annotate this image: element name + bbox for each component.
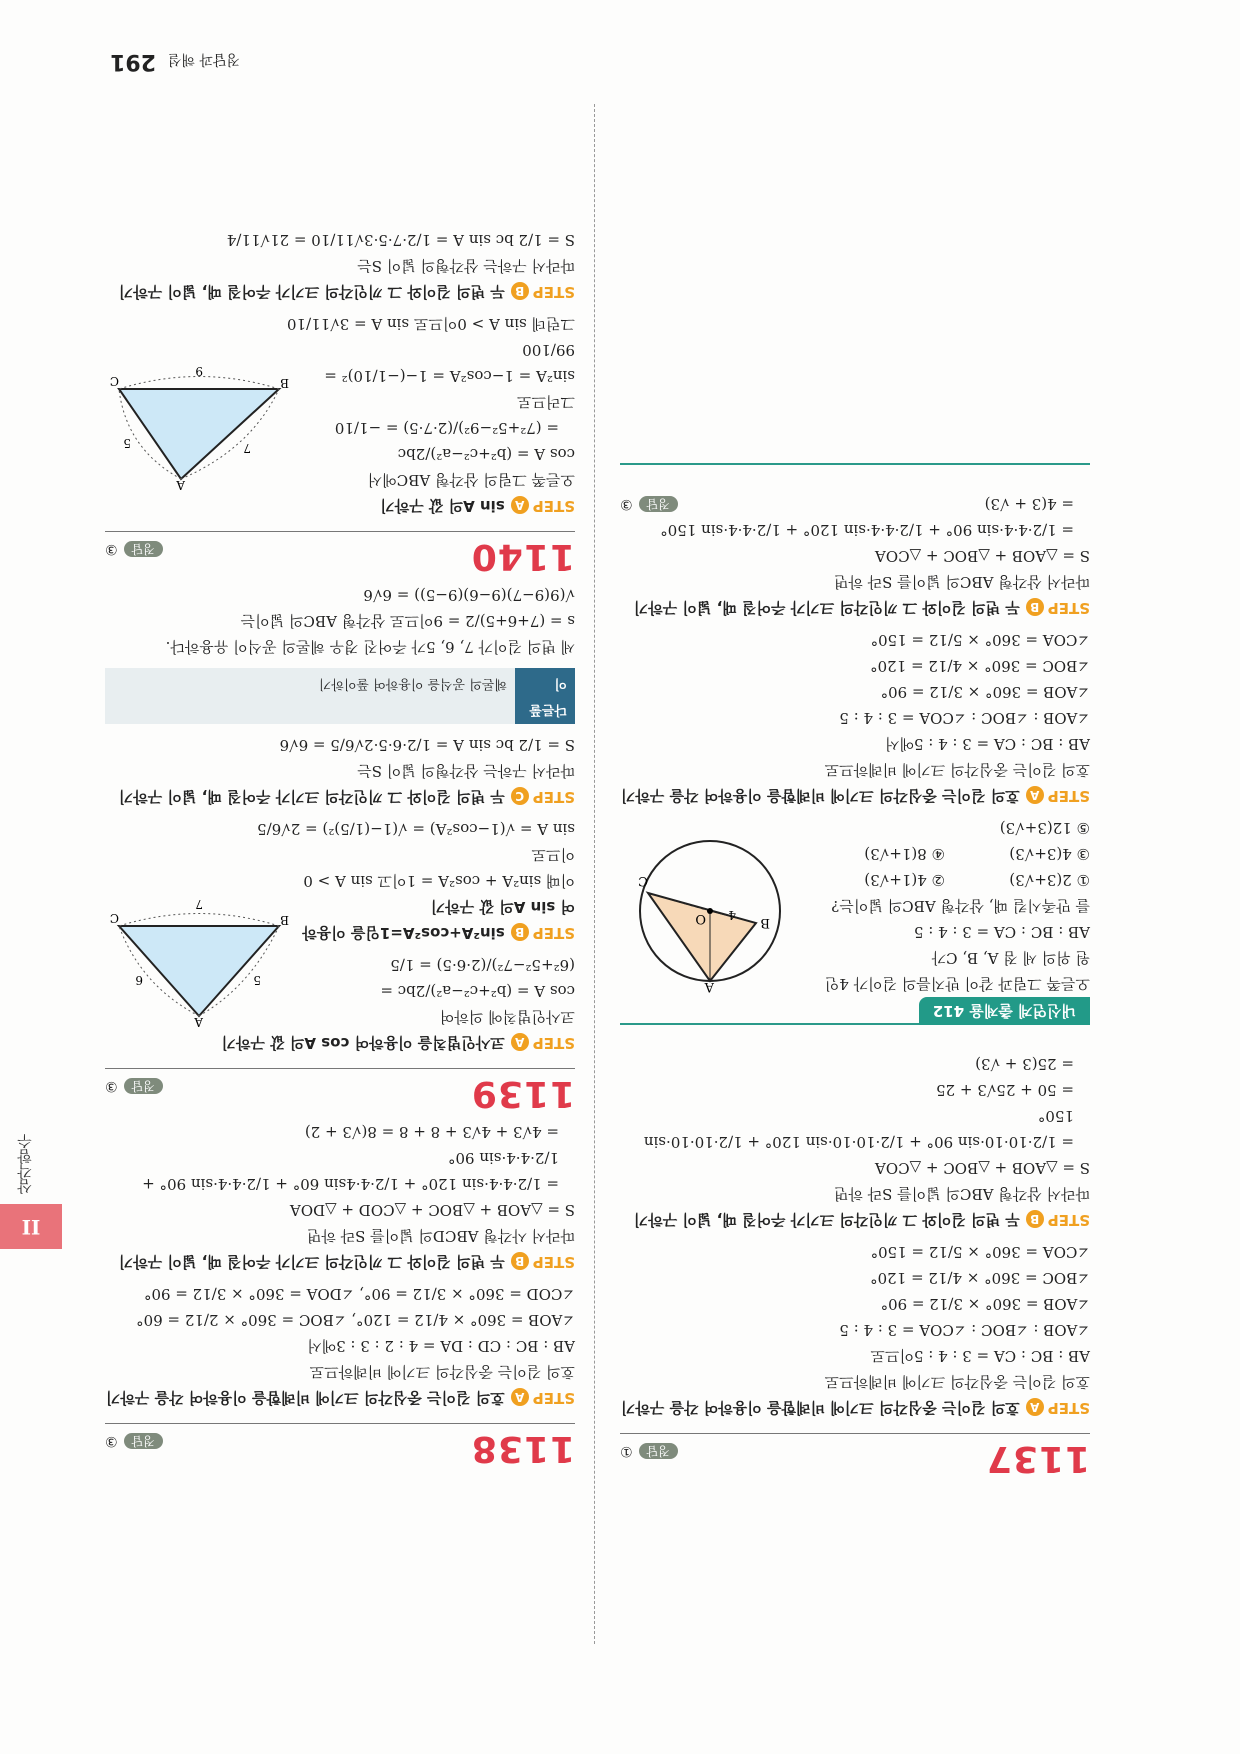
step-title: 호의 길이는 중심각의 크기에 비례함을 이용하여 각을 구하기 — [620, 787, 1020, 805]
step-title: 두 변의 길이와 그 끼인각의 크기가 주어질 때, 넓이 구하기 — [118, 1253, 505, 1271]
solution-line: 그런데 sin A > 0이므로 sin A = 3√11/10 — [286, 315, 575, 333]
choice-item: ② 4(1+√3) — [864, 871, 945, 889]
step-letter: A — [511, 496, 529, 514]
answer-label: 정답 — [124, 1433, 163, 1449]
alternative-solution-box — [105, 668, 575, 724]
step-label: STEP — [532, 283, 575, 301]
step-title: 두 변의 길이와 그 끼인각의 크기가 주어질 때, 넓이 구하기 — [118, 788, 505, 806]
solution-line: 호의 길이는 중심각의 크기에 비례하므로 — [824, 1373, 1090, 1391]
svg-text:C: C — [638, 873, 648, 888]
choice-item: ⑤ 12(3+√3) — [999, 819, 1090, 837]
solution-line: 따라서 구하는 삼각형의 넓이 S는 — [357, 762, 575, 780]
solution-line: 따라서 삼각형 ABC의 넓이를 S라 하면 — [833, 1185, 1090, 1203]
left-column — [620, 437, 1090, 1484]
answer-label: 정답 — [124, 1078, 163, 1094]
step-heading — [105, 493, 575, 519]
solution-line: = 1/2·4·4·sin 90° + 1/2·4·4·sin 120° + 1/2·4·4·sin 150° — [660, 521, 1074, 539]
solution-line: sin A = √(1−cos²A) = √(1−(1/5)²) = 2√6/5 — [257, 820, 575, 838]
chapter-tab: II — [0, 1204, 62, 1249]
step-heading — [105, 1249, 575, 1275]
tri1140-figure — [109, 364, 291, 492]
solution-line: ∠BOC = 360° × 4/12 = 120° — [870, 1269, 1090, 1287]
problem-number: 1140 — [470, 536, 575, 577]
problem-header — [105, 1423, 575, 1468]
answer-label: 정답 — [639, 1443, 678, 1459]
page-number: 291 — [110, 49, 156, 74]
solution-line: 세 변의 길이가 7, 6, 5가 주어진 경우 헤론의 공식이 유용하다. — [165, 638, 575, 656]
step-label: STEP — [1047, 1399, 1090, 1417]
solution-line: s = (7+6+5)/2 = 9이므로 삼각형 ABC의 넓이는 — [240, 612, 575, 630]
step-heading — [620, 595, 1090, 621]
answer-choices — [800, 815, 1090, 893]
solution-line: ∠COA = 360° × 5/12 = 150° — [870, 1243, 1090, 1261]
solution-line: = 1/2·10·10·sin 90° + 1/2·10·10·sin 120° + 1/2·10·10·sin 150° — [643, 1107, 1074, 1151]
solution-line: sin²A = 1−cos²A = 1−(−1/10)² = 99/100 — [324, 341, 575, 385]
svg-text:6: 6 — [135, 973, 143, 987]
solution-line: 원 위의 세 점 A, B, C가 — [931, 949, 1090, 967]
solution-line: ∠AOB = 360° × 3/12 = 90° — [880, 1295, 1090, 1313]
solution-line: cos A = (b²+c²−a²)/2bc — [397, 445, 575, 463]
column-divider — [594, 104, 595, 1644]
solution-line: 오른쪽 그림과 같이 반지름의 길이가 4인 — [824, 975, 1090, 993]
step-label: STEP — [1047, 599, 1090, 617]
answer-badge — [105, 536, 163, 562]
alt-title: 헤론의 공식을 이용하여 풀이하기 — [318, 676, 507, 691]
solution-line: 그러므로 — [517, 393, 575, 411]
step-heading — [620, 1395, 1090, 1421]
step-letter: A — [511, 1388, 529, 1406]
solution-line: 를 만족시킬 때, 삼각형 ABC의 넓이는? — [831, 897, 1090, 915]
problem-header — [105, 531, 575, 576]
step-letter: A — [1026, 1398, 1044, 1416]
right-column — [105, 227, 575, 1474]
step-heading — [620, 1207, 1090, 1233]
svg-text:C: C — [109, 374, 119, 388]
solution-line: 호의 길이는 중심각의 크기에 비례하므로 — [824, 761, 1090, 779]
alt-label: 다른풀이 — [529, 676, 567, 717]
related-problem-label: 내신연계 출제율 412 — [919, 997, 1090, 1025]
solution-line: 이때 sin²A + cos²A = 1이고 sin A > 0이므로 — [303, 846, 575, 890]
solution-line: AB : BC : CD : DA = 4 : 2 : 3 : 3에서 — [307, 1337, 575, 1355]
svg-text:B: B — [280, 913, 289, 927]
svg-text:A: A — [176, 478, 185, 492]
svg-text:C: C — [109, 911, 119, 925]
solution-line: S = 1/2 bc sin A = 1/2·6·5·2√6/5 = 6√6 — [279, 736, 575, 754]
solution-line: S = 1/2 bc sin A = 1/2·7·5·3√11/10 = 21√11/4 — [226, 231, 575, 249]
solution-line: cos A = (b²+c²−a²)/2bc = (6²+5²−7²)/(2·6·5) = 1/5 — [380, 956, 575, 1000]
step-heading — [105, 1385, 575, 1411]
solution-line: = 4√3 + 4√3 + 8 + 8 = 8(√3 + 2) — [304, 1123, 559, 1141]
solution-line: ∠COD = 360° × 3/12 = 90°, ∠DOA = 360° × 3/12 = 90° — [143, 1285, 575, 1303]
step-title: 호의 길이는 중심각의 크기에 비례함을 이용하여 각을 구하기 — [105, 1389, 505, 1407]
step-heading — [105, 1030, 575, 1056]
section-divider — [620, 445, 1090, 465]
problem-header — [620, 1433, 1090, 1478]
answer-label: 정답 — [639, 496, 678, 512]
step-letter: B — [511, 282, 529, 300]
solution-line: ∠AOB : ∠BOC : ∠COA = 3 : 4 : 5 — [839, 709, 1090, 727]
choice-item: ③ 4(3+√3) — [1009, 845, 1090, 863]
answer-value: ③ — [105, 541, 118, 557]
step-letter: B — [511, 923, 529, 941]
answer-value: ③ — [620, 496, 633, 512]
svg-text:O: O — [695, 911, 706, 926]
step-title: 두 변의 길이와 그 끼인각의 크기가 주어질 때, 넓이 구하기 — [633, 599, 1020, 617]
solution-line: √(9(9−7)(9−6)(9−5)) = 6√6 — [363, 586, 575, 604]
step-label: STEP — [532, 924, 575, 942]
solution-line: S = △AOB + △BOC + △COD + △DOA — [289, 1201, 575, 1219]
answer-badge — [105, 1073, 163, 1099]
solution-line: ∠BOC = 360° × 4/12 = 120° — [870, 657, 1090, 675]
solution-line: AB : BC : CA = 3 : 4 : 5이므로 — [870, 1347, 1090, 1365]
answer-badge — [105, 1428, 163, 1454]
step-title: 두 변의 길이와 그 끼인각의 크기가 주어질 때, 넓이 구하기 — [118, 283, 505, 301]
solution-line: ∠AOB = 360° × 3/12 = 90° — [880, 683, 1090, 701]
step-letter: A — [511, 1033, 529, 1051]
step-title: 코사인법칙을 이용하여 cos A의 값 구하기 — [221, 1034, 505, 1052]
svg-text:5: 5 — [123, 436, 131, 450]
answer-value: ③ — [105, 1433, 118, 1449]
step-title: 호의 길이는 중심각의 크기에 비례함을 이용하여 각을 구하기 — [620, 1399, 1020, 1417]
svg-text:A: A — [704, 979, 714, 994]
step-label: STEP — [532, 1253, 575, 1271]
answer-badge — [620, 1438, 678, 1464]
answer-label: 정답 — [124, 541, 163, 557]
step-label: STEP — [532, 1034, 575, 1052]
svg-text:B: B — [280, 376, 289, 390]
solution-line: ∠AOB : ∠BOC : ∠COA = 3 : 4 : 5 — [839, 1321, 1090, 1339]
svg-text:B: B — [760, 915, 770, 930]
step-title: 두 변의 길이와 그 끼인각의 크기가 주어질 때, 넓이 구하기 — [633, 1211, 1020, 1229]
answer-badge — [620, 491, 678, 517]
solution-line: S = △AOB + △BOC + △COA — [874, 1159, 1090, 1177]
svg-text:5: 5 — [253, 973, 261, 987]
solution-line: 따라서 삼각형 ABC의 넓이를 S라 하면 — [833, 573, 1090, 591]
step-letter: B — [1026, 598, 1044, 616]
tri1139-figure — [109, 896, 291, 1029]
problem-number: 1139 — [470, 1073, 575, 1114]
step-heading — [620, 783, 1090, 809]
choice-item: ① 2(3+√3) — [1009, 871, 1090, 889]
step-heading — [105, 279, 575, 305]
step-letter: B — [511, 1252, 529, 1270]
svg-text:9: 9 — [195, 364, 203, 378]
solution-line: AB : BC : CA = 3 : 4 : 5에서 — [884, 735, 1090, 753]
footer-label: 정답과 해설 — [167, 51, 241, 67]
chapter-title: 삼각함수 — [16, 1134, 34, 1194]
step-label: STEP — [1047, 1211, 1090, 1229]
step-title: sin²A+cos²A=1임을 이용하여 sin A의 값 구하기 — [302, 898, 575, 942]
solution-line: ∠COA = 360° × 5/12 = 150° — [870, 631, 1090, 649]
solution-line: 따라서 구하는 삼각형의 넓이 S는 — [357, 257, 575, 275]
solution-line: 코사인법칙에 의하여 — [439, 1008, 575, 1026]
solution-line: 따라서 사각형 ABCD의 넓이를 S라 하면 — [306, 1227, 575, 1245]
solution-line: = 1/2·4·4·sin 120° + 1/2·4·4sin 60° + 1/2·4·4·sin 90° + 1/2·4·4·sin 90° — [142, 1149, 559, 1193]
svg-text:A: A — [194, 1015, 203, 1029]
svg-text:7: 7 — [195, 897, 203, 911]
step-label: STEP — [532, 497, 575, 515]
step-letter: A — [1026, 786, 1044, 804]
answer-value: ① — [620, 1443, 633, 1459]
solution-line: ∠AOB = 360° × 4/12 = 120°, ∠BOC = 360° × 2/12 = 60° — [136, 1311, 575, 1329]
problem-header — [105, 1068, 575, 1113]
svg-text:7: 7 — [243, 441, 251, 455]
problem-number: 1137 — [985, 1438, 1090, 1479]
choice-item: ④ 8(1+√3) — [864, 845, 945, 863]
answer-value: ③ — [105, 1078, 118, 1094]
step-heading — [105, 784, 575, 810]
solution-line: = (7²+5²−9²)/(2·7·5) = −1/10 — [334, 419, 559, 437]
step-label: STEP — [532, 788, 575, 806]
solution-line — [620, 491, 1090, 517]
solution-line: 오른쪽 그림의 삼각형 ABC에서 — [367, 471, 575, 489]
solution-line: = 50 + 25√3 + 25 — [936, 1081, 1074, 1099]
step-letter: C — [511, 787, 529, 805]
result-text: = 4(3 + √3) — [984, 495, 1074, 513]
solution-line: = 25(3 + √3) — [975, 1055, 1074, 1073]
svg-text:4: 4 — [728, 908, 736, 922]
step-label: STEP — [532, 1389, 575, 1407]
step-title: sin A의 값 구하기 — [380, 497, 505, 515]
related-problem-box — [620, 1002, 1090, 1025]
step-letter: B — [1026, 1210, 1044, 1228]
page-footer — [110, 49, 240, 74]
circle-figure — [626, 833, 786, 993]
solution-line: AB : BC : CA = 3 : 4 : 5 — [913, 923, 1090, 941]
solution-line: S = △AOB + △BOC + △COA — [874, 547, 1090, 565]
step-label: STEP — [1047, 787, 1090, 805]
solution-line: 호의 길이는 중심각의 크기에 비례하므로 — [309, 1363, 575, 1381]
problem-number: 1138 — [470, 1428, 575, 1469]
